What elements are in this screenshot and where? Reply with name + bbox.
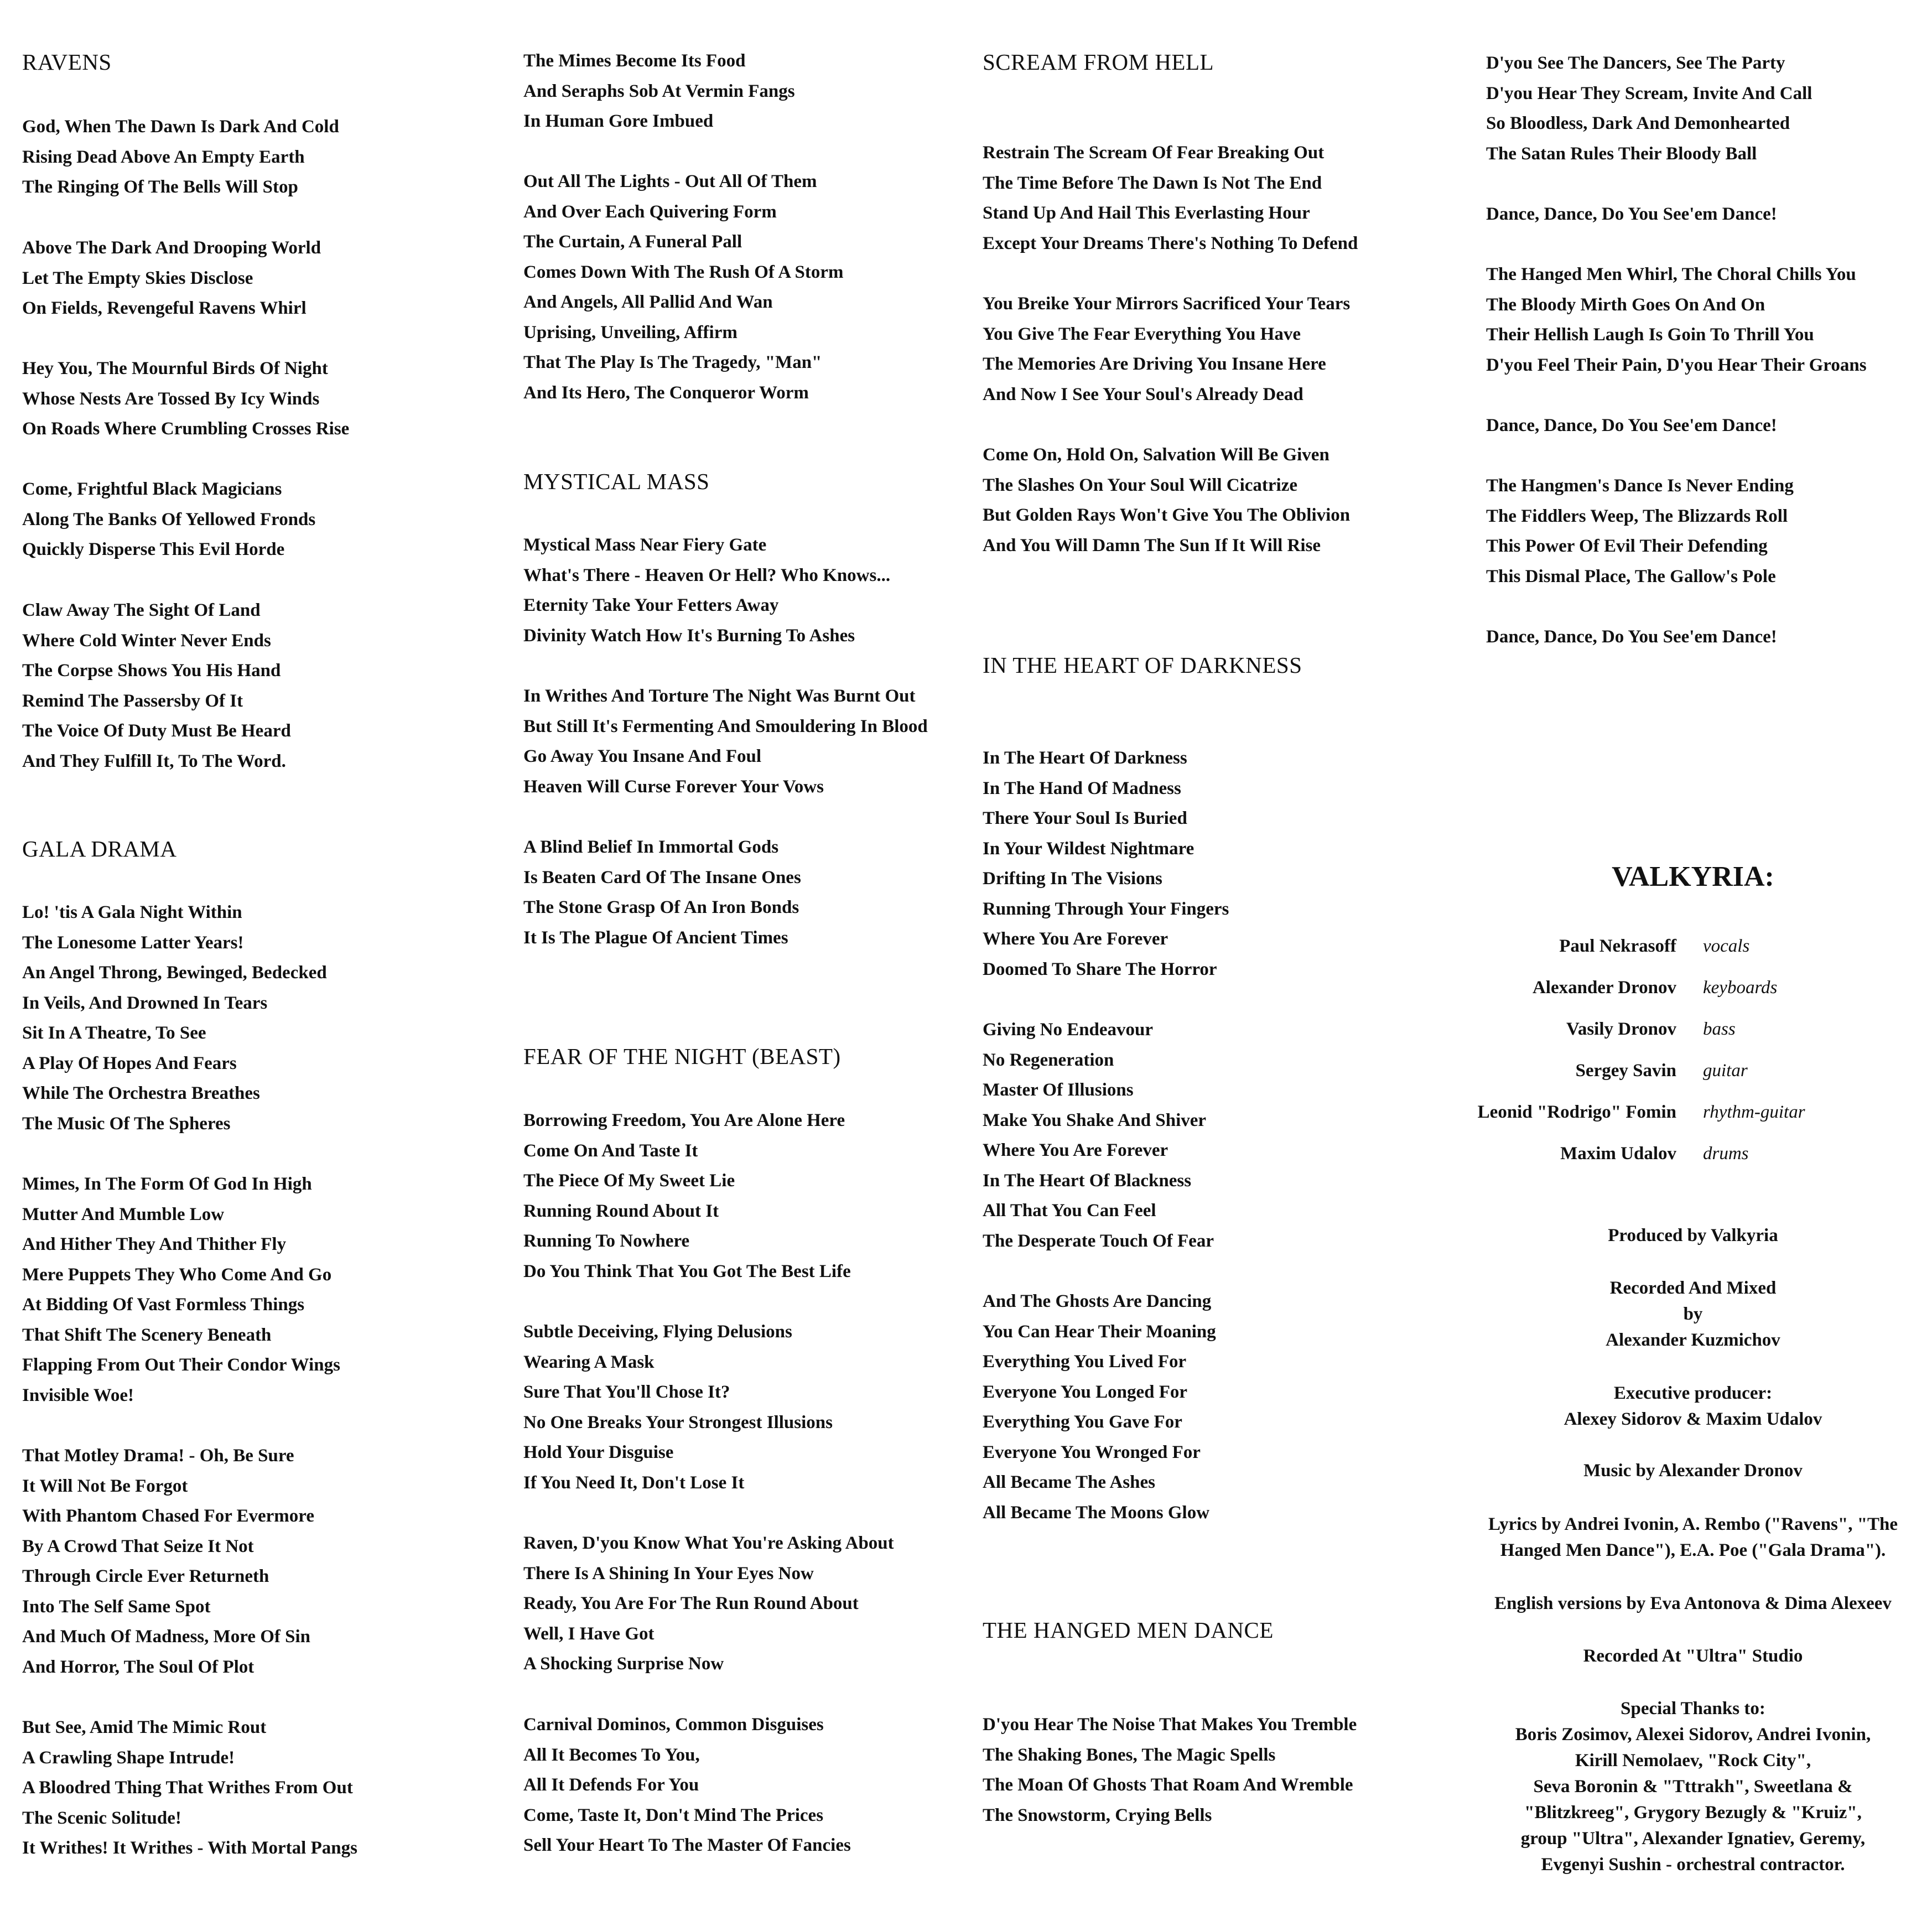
lyric-line: Except Your Dreams There's Nothing To Defend	[983, 233, 1358, 253]
stanza	[983, 1286, 1216, 1528]
lyric-line: What's There - Heaven Or Hell? Who Knows...	[523, 565, 891, 585]
lyric-line: Invisible Woe!	[22, 1385, 134, 1405]
lyric-line: On Roads Where Crumbling Crosses Rise	[22, 419, 350, 439]
stanza	[22, 112, 339, 203]
lyric-line: Running Round About It	[523, 1201, 719, 1221]
credit-lyrics	[1472, 1512, 1914, 1564]
lyric-line: Where Cold Winter Never Ends	[22, 630, 271, 651]
lyric-line: Subtle Deceiving, Flying Delusions	[523, 1322, 792, 1342]
lyric-line: But Golden Rays Won't Give You The Oblivion	[983, 505, 1351, 525]
credit-executive-producer	[1472, 1380, 1914, 1432]
lyric-line: The Fiddlers Weep, The Blizzards Roll	[1486, 506, 1788, 526]
lyric-line: Hold Your Disguise	[523, 1442, 674, 1462]
member-name: Leonid "Rodrigo" Fomin	[1477, 1102, 1676, 1122]
lyric-line: Wearing A Mask	[523, 1352, 655, 1372]
lyric-line: In The Hand Of Madness	[983, 778, 1181, 798]
lyric-line: A Blind Belief In Immortal Gods	[523, 837, 779, 857]
lyric-line: Along The Banks Of Yellowed Fronds	[22, 509, 316, 530]
lyric-line: And Now I See Your Soul's Already Dead	[983, 384, 1303, 404]
lyric-line: Come, Taste It, Don't Mind The Prices	[523, 1805, 824, 1825]
credit-line: by	[1683, 1304, 1703, 1324]
lyric-line: Heaven Will Curse Forever Your Vows	[523, 776, 824, 797]
lyric-line: And Much Of Madness, More Of Sin	[22, 1627, 311, 1647]
credit-line: Boris Zosimov, Alexei Sidorov, Andrei Ivonin,	[1515, 1725, 1871, 1745]
lyric-line: Where You Are Forever	[983, 929, 1168, 949]
lyric-line: Stand Up And Hail This Everlasting Hour	[983, 203, 1310, 223]
lyric-line: Remind The Passersby Of It	[22, 691, 243, 711]
lyric-line: The Memories Are Driving You Insane Here	[983, 354, 1326, 374]
credit-studio	[1472, 1643, 1914, 1669]
lyric-line: The Hanged Men Whirl, The Choral Chills You	[1486, 264, 1856, 284]
lyric-line: So Bloodless, Dark And Demonhearted	[1486, 113, 1790, 133]
stanza	[523, 1710, 851, 1861]
lyric-line: That Shift The Scenery Beneath	[22, 1325, 272, 1345]
stanza	[523, 1317, 833, 1498]
lyric-line: Ready, You Are For The Run Round About	[523, 1593, 859, 1613]
credit-line: Lyrics by Andrei Ivonin, A. Rembo ("Ravens", "The	[1488, 1514, 1898, 1534]
lyric-line: All It Becomes To You,	[523, 1745, 700, 1765]
lyric-line: Rising Dead Above An Empty Earth	[22, 147, 305, 167]
stanza	[1486, 471, 1794, 591]
lyric-line: Divinity Watch How It's Burning To Ashes	[523, 625, 855, 646]
stanza	[22, 474, 315, 565]
lyric-line: Go Away You Insane And Foul	[523, 746, 762, 766]
lyric-line: In The Heart Of Darkness	[983, 748, 1187, 768]
lyric-line: Everyone You Wronged For	[983, 1442, 1201, 1462]
lyric-line: D'you See The Dancers, See The Party	[1486, 53, 1785, 73]
song-title-mystical-mass: MYSTICAL MASS	[523, 469, 710, 494]
credit-line: Recorded At "Ultra" Studio	[1583, 1646, 1803, 1666]
lyric-line: And Its Hero, The Conqueror Worm	[523, 382, 809, 403]
lyric-line: In The Heart Of Blackness	[983, 1170, 1192, 1191]
stanza	[983, 1710, 1357, 1830]
lyric-line: With Phantom Chased For Evermore	[22, 1506, 314, 1526]
lyric-line: Comes Down With The Rush Of A Storm	[523, 262, 844, 282]
credit-line: Hanged Men Dance"), E.A. Poe ("Gala Drama").	[1500, 1540, 1886, 1560]
lyric-line: There Your Soul Is Buried	[983, 808, 1187, 828]
band-name: VALKYRIA:	[1612, 861, 1774, 892]
lyric-line: You Can Hear Their Moaning	[983, 1321, 1216, 1342]
credit-line: Recorded And Mixed	[1609, 1278, 1777, 1298]
song-title-ravens: RAVENS	[22, 49, 112, 75]
stanza	[22, 1169, 340, 1410]
lyric-line: On Fields, Revengeful Ravens Whirl	[22, 298, 307, 318]
lyric-line: D'you Feel Their Pain, D'you Hear Their Groans	[1486, 355, 1867, 375]
stanza	[523, 1528, 894, 1679]
stanza	[1486, 411, 1777, 441]
stanza	[523, 832, 801, 953]
lyric-line: Master Of Illusions	[983, 1080, 1134, 1100]
credit-line: Alexander Kuzmichov	[1606, 1330, 1780, 1350]
stanza	[523, 530, 890, 651]
lyric-line: No One Breaks Your Strongest Illusions	[523, 1412, 833, 1432]
lyric-line: Where You Are Forever	[983, 1140, 1168, 1160]
lyric-line: The Voice Of Duty Must Be Heard	[22, 721, 291, 741]
lyric-line: Everything You Lived For	[983, 1352, 1187, 1372]
lyric-line: Do You Think That You Got The Best Life	[523, 1261, 851, 1281]
lyric-line: The Corpse Shows You His Hand	[22, 661, 281, 681]
lyric-line: There Is A Shining In Your Eyes Now	[523, 1563, 814, 1584]
lyric-line: This Dismal Place, The Gallow's Pole	[1486, 566, 1776, 586]
band-member	[1472, 1098, 1914, 1126]
lyric-line: And The Ghosts Are Dancing	[983, 1291, 1212, 1311]
stanza	[22, 1441, 314, 1682]
stanza	[523, 681, 928, 802]
credit-english-versions	[1472, 1591, 1914, 1617]
lyric-line: Come On And Taste It	[523, 1140, 698, 1161]
lyric-line: A Play Of Hopes And Fears	[22, 1053, 237, 1073]
credit-line: Produced by Valkyria	[1608, 1226, 1778, 1245]
stanza	[523, 1105, 851, 1286]
lyric-line: Sell Your Heart To The Master Of Fancies	[523, 1835, 851, 1855]
lyric-line: At Bidding Of Vast Formless Things	[22, 1295, 305, 1315]
song-title-the-hanged-men-dance: THE HANGED MEN DANCE	[983, 1617, 1274, 1643]
lyric-line: It Is The Plague Of Ancient Times	[523, 927, 788, 948]
lyric-line: That The Play Is The Tragedy, "Man"	[523, 352, 822, 372]
lyric-line: In Your Wildest Nightmare	[983, 838, 1194, 859]
lyric-line: Through Circle Ever Returneth	[22, 1566, 269, 1586]
credit-line: Evgenyi Sushin - orchestral contractor.	[1541, 1855, 1845, 1875]
band-member	[1472, 932, 1914, 960]
lyric-line: Uprising, Unveiling, Affirm	[523, 322, 738, 342]
lyric-line: The Satan Rules Their Bloody Ball	[1486, 143, 1757, 164]
stanza	[22, 1712, 357, 1863]
lyric-line: It Will Not Be Forgot	[22, 1476, 188, 1496]
lyric-line: God, When The Dawn Is Dark And Cold	[22, 117, 339, 137]
lyric-line: Hey You, The Mournful Birds Of Night	[22, 359, 328, 378]
lyric-line: And Seraphs Sob At Vermin Fangs	[523, 81, 795, 101]
lyric-line: D'you Hear The Noise That Makes You Tremble	[983, 1715, 1357, 1735]
member-name: Vasily Dronov	[1566, 1019, 1676, 1039]
stanza	[22, 595, 291, 776]
lyric-line: Running To Nowhere	[523, 1231, 690, 1251]
lyric-line: Come On, Hold On, Salvation Will Be Given	[983, 445, 1329, 465]
lyric-line: The Lonesome Latter Years!	[22, 932, 244, 953]
lyric-line: The Curtain, A Funeral Pall	[523, 232, 742, 252]
song-title-scream-from-hell: SCREAM FROM HELL	[983, 49, 1214, 75]
stanza	[983, 743, 1229, 984]
lyric-line: And They Fulfill It, To The Word.	[22, 751, 286, 771]
lyric-line: Into The Self Same Spot	[22, 1596, 211, 1617]
lyric-line: And Hither They And Thither Fly	[22, 1234, 287, 1254]
lyric-line: Make You Shake And Shiver	[983, 1110, 1207, 1130]
member-role: bass	[1703, 1019, 1736, 1039]
stanza	[983, 1015, 1214, 1256]
credit-line: English versions by Eva Antonova & Dima Alexeev	[1494, 1593, 1892, 1613]
lyric-line: It Writhes! It Writhes - With Mortal Pangs	[22, 1838, 357, 1858]
band-member	[1472, 1140, 1914, 1167]
lyric-line: Sure That You'll Chose It?	[523, 1382, 730, 1402]
lyric-line: Out All The Lights - Out All Of Them	[523, 172, 817, 191]
lyric-line: Claw Away The Sight Of Land	[22, 600, 261, 620]
lyric-line: The Piece Of My Sweet Lie	[523, 1171, 735, 1191]
lyric-line: The Shaking Bones, The Magic Spells	[983, 1745, 1276, 1765]
lyric-line: The Time Before The Dawn Is Not The End	[983, 173, 1322, 193]
lyric-line: And Horror, The Soul Of Plot	[22, 1657, 255, 1677]
lyric-line: The Hangmen's Dance Is Never Ending	[1486, 476, 1794, 496]
song-title-in-the-heart-of-darkness: IN THE HEART OF DARKNESS	[983, 652, 1302, 678]
member-name: Paul Nekrasoff	[1559, 936, 1676, 956]
stanza	[1486, 622, 1777, 652]
credit-line: Kirill Nemolaev, "Rock City",	[1575, 1751, 1811, 1771]
lyric-line: Their Hellish Laugh Is Goin To Thrill You	[1486, 325, 1814, 345]
lyric-line: That Motley Drama! - Oh, Be Sure	[22, 1446, 294, 1466]
stanza	[1486, 199, 1777, 230]
lyric-line: An Angel Throng, Bewinged, Bedecked	[22, 963, 327, 983]
song-title-gala-drama: GALA DRAMA	[22, 836, 177, 861]
lyric-line: While The Orchestra Breathes	[22, 1083, 260, 1103]
lyric-line: And Over Each Quivering Form	[523, 201, 777, 222]
lyric-line: Borrowing Freedom, You Are Alone Here	[523, 1110, 845, 1130]
member-name: Alexander Dronov	[1532, 978, 1676, 998]
member-role: vocals	[1703, 936, 1750, 956]
lyric-line: Everyone You Longed For	[983, 1382, 1188, 1402]
credit-recording	[1472, 1275, 1914, 1353]
lyric-line: Flapping From Out Their Condor Wings	[22, 1355, 340, 1375]
lyric-line: The Moan Of Ghosts That Roam And Wremble	[983, 1775, 1353, 1795]
lyric-line: Raven, D'you Know What You're Asking About	[523, 1533, 894, 1553]
lyric-line: The Bloody Mirth Goes On And On	[1486, 294, 1765, 315]
lyric-line: In Writhes And Torture The Night Was Burnt Out	[523, 686, 916, 706]
lyric-line: In Human Gore Imbued	[523, 111, 714, 131]
lyric-line: Drifting In The Visions	[983, 869, 1162, 889]
credit-line: Music by Alexander Dronov	[1583, 1461, 1803, 1481]
lyric-line: The Music Of The Spheres	[22, 1113, 231, 1134]
member-role: rhythm-guitar	[1703, 1102, 1805, 1122]
lyric-line: All It Defends For You	[523, 1775, 699, 1795]
lyric-line: The Slashes On Your Soul Will Cicatrize	[983, 475, 1298, 495]
stanza	[1486, 48, 1812, 169]
lyric-line: Come, Frightful Black Magicians	[22, 479, 282, 499]
lyric-line: The Snowstorm, Crying Bells	[983, 1805, 1212, 1825]
stanza	[523, 46, 795, 137]
stanza	[22, 897, 327, 1139]
credit-producer	[1472, 1223, 1914, 1249]
stanza	[523, 167, 844, 408]
credit-line: group "Ultra", Alexander Ignatiev, Geremy,	[1520, 1829, 1866, 1849]
lyric-line: The Scenic Solitude!	[22, 1808, 181, 1828]
lyric-line: A Shocking Surprise Now	[523, 1654, 724, 1674]
lyric-line: You Breike Your Mirrors Sacrificed Your Tears	[983, 294, 1351, 314]
lyric-line: Restrain The Scream Of Fear Breaking Out	[983, 143, 1325, 163]
lyric-line: Giving No Endeavour	[983, 1020, 1154, 1040]
lyric-line: This Power Of Evil Their Defending	[1486, 536, 1768, 556]
lyric-line: Lo! 'tis A Gala Night Within	[22, 902, 242, 922]
lyric-line: You Give The Fear Everything You Have	[983, 324, 1301, 344]
credit-line: "Blitzkreeg", Grygory Bezugly & "Kruiz",	[1524, 1803, 1862, 1823]
member-role: keyboards	[1703, 978, 1778, 998]
lyric-line: But See, Amid The Mimic Rout	[22, 1717, 267, 1737]
stanza	[983, 289, 1350, 409]
lyric-line: Carnival Dominos, Common Disguises	[523, 1715, 824, 1735]
credit-line: Seva Boronin & "Tttrakh", Sweetlana &	[1533, 1777, 1853, 1797]
lyric-line: Everything You Gave For	[983, 1412, 1182, 1432]
lyric-line: Dance, Dance, Do You See'em Dance!	[1486, 627, 1777, 647]
lyric-line: Doomed To Share The Horror	[983, 959, 1217, 979]
lyric-line: Mystical Mass Near Fiery Gate	[523, 535, 767, 555]
lyric-line: Let The Empty Skies Disclose	[22, 268, 253, 288]
lyric-line: Dance, Dance, Do You See'em Dance!	[1486, 416, 1777, 435]
member-role: drums	[1703, 1144, 1749, 1164]
stanza	[983, 440, 1350, 560]
song-title-fear-of-the-night: FEAR OF THE NIGHT (BEAST)	[523, 1044, 841, 1069]
lyric-line: And You Will Damn The Sun If It Will Rise	[983, 535, 1321, 556]
lyric-line: A Crawling Shape Intrude!	[22, 1747, 235, 1768]
lyric-line: The Stone Grasp Of An Iron Bonds	[523, 897, 799, 917]
band-member	[1472, 1057, 1914, 1084]
lyric-line: Sit In A Theatre, To See	[22, 1023, 206, 1043]
lyric-line: But Still It's Fermenting And Smouldering In Blood	[523, 716, 928, 736]
member-name: Sergey Savin	[1575, 1061, 1676, 1081]
credit-line: Alexey Sidorov & Maxim Udalov	[1564, 1409, 1822, 1429]
band-member	[1472, 974, 1914, 1001]
lyric-line: The Ringing Of The Bells Will Stop	[22, 177, 298, 197]
lyric-line: Well, I Have Got	[523, 1623, 655, 1644]
stanza	[983, 138, 1358, 258]
stanza	[1486, 259, 1867, 380]
lyric-line: D'you Hear They Scream, Invite And Call	[1486, 83, 1812, 103]
credit-special-thanks	[1472, 1696, 1914, 1878]
credit-line: Executive producer:	[1613, 1383, 1773, 1403]
credit-line: Special Thanks to:	[1621, 1699, 1765, 1719]
lyric-line: Is Beaten Card Of The Insane Ones	[523, 867, 801, 887]
lyric-line: All Became The Ashes	[983, 1472, 1155, 1492]
lyric-line: The Desperate Touch Of Fear	[983, 1231, 1214, 1251]
lyric-line: Mere Puppets They Who Come And Go	[22, 1264, 332, 1285]
band-member	[1472, 1015, 1914, 1043]
member-name: Maxim Udalov	[1560, 1144, 1676, 1164]
lyric-line: By A Crowd That Seize It Not	[22, 1536, 254, 1556]
lyric-line: No Regeneration	[983, 1050, 1114, 1070]
lyric-line: Dance, Dance, Do You See'em Dance!	[1486, 204, 1777, 224]
stanza	[22, 233, 321, 324]
lyric-line: Quickly Disperse This Evil Horde	[22, 539, 285, 559]
stanza	[22, 354, 349, 444]
lyric-line: Eternity Take Your Fetters Away	[523, 595, 779, 615]
lyric-line: A Bloodred Thing That Writhes From Out	[22, 1778, 353, 1798]
lyric-line: If You Need It, Don't Lose It	[523, 1472, 745, 1493]
lyric-line: And Angels, All Pallid And Wan	[523, 292, 773, 312]
lyric-line: All That You Can Feel	[983, 1201, 1156, 1221]
member-role: guitar	[1703, 1061, 1748, 1081]
lyric-line: In Veils, And Drowned In Tears	[22, 993, 268, 1013]
lyric-line: Mutter And Mumble Low	[22, 1204, 225, 1224]
lyric-line: All Became The Moons Glow	[983, 1502, 1210, 1523]
lyric-line: Above The Dark And Drooping World	[22, 238, 321, 258]
credit-music	[1472, 1458, 1914, 1484]
lyric-line: Mimes, In The Form Of God In High	[22, 1174, 312, 1194]
lyric-line: The Mimes Become Its Food	[523, 51, 746, 71]
lyric-line: Whose Nests Are Tossed By Icy Winds	[22, 388, 320, 409]
lyric-line: Running Through Your Fingers	[983, 899, 1229, 919]
